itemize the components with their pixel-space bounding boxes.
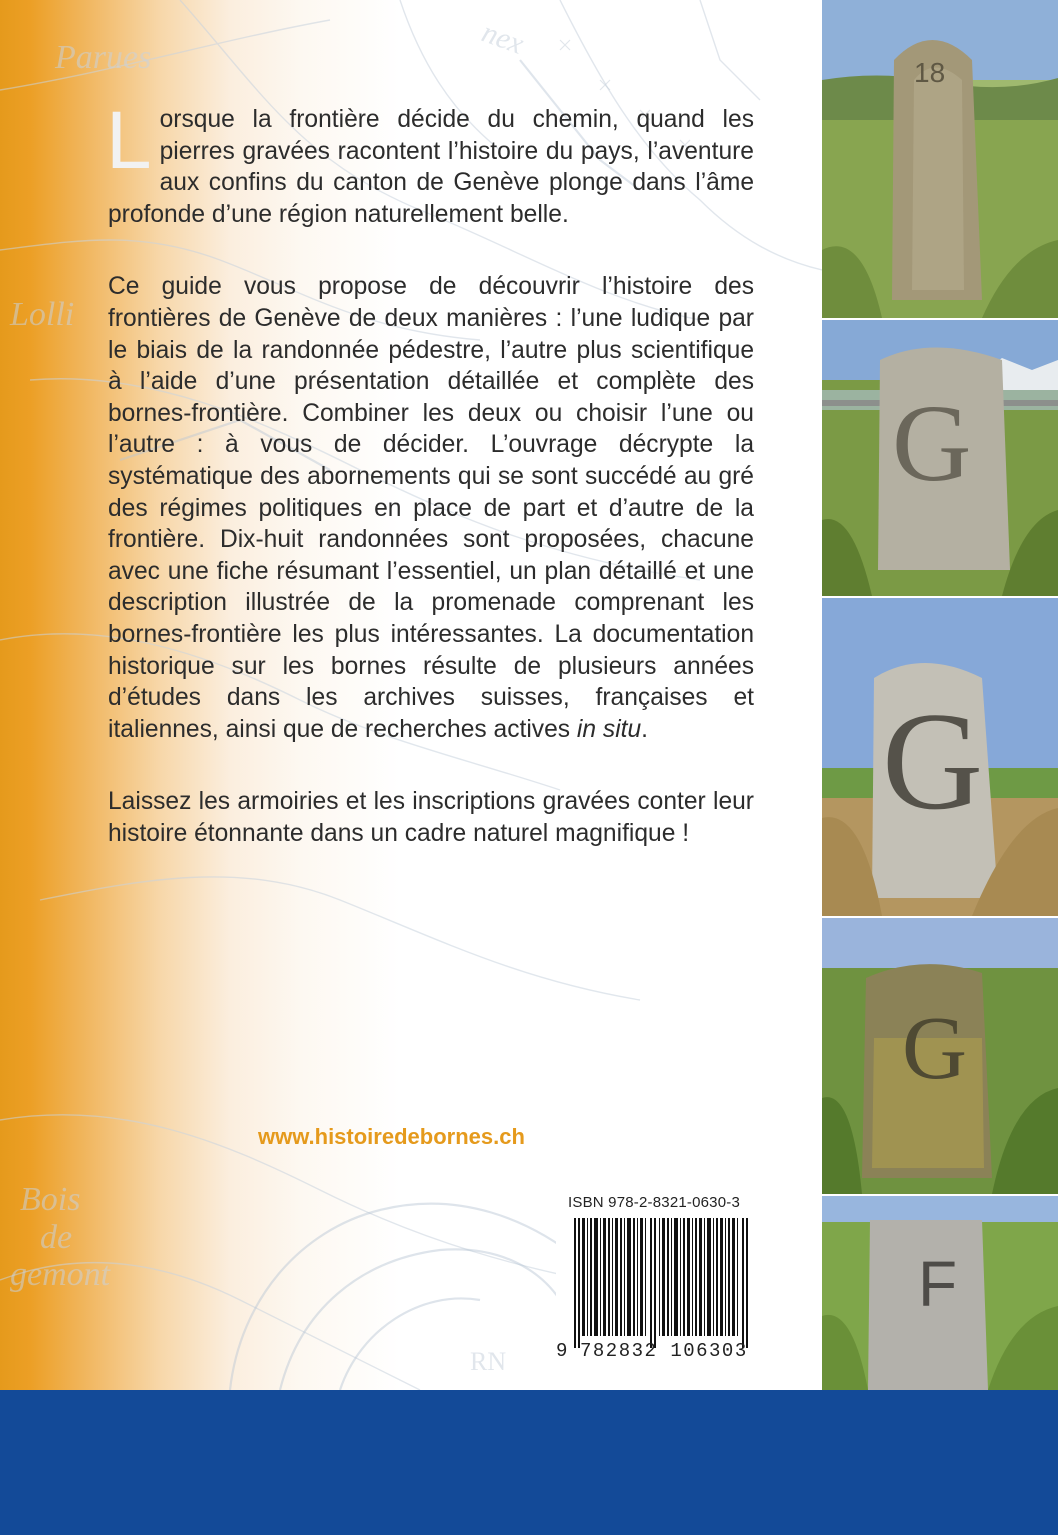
- website-link[interactable]: www.histoiredebornes.ch: [258, 1124, 525, 1149]
- paragraph-1-text: orsque la frontière décide du chemin, quand les pierres gravées racontent l’histoire du pays, l’aventure aux confins du canton de Genève plonge dans l’âme profonde d’une région naturellement belle.: [108, 106, 754, 228]
- map-label-lolli: Lolli: [10, 296, 75, 333]
- photo-border-stone-5: [822, 1196, 1058, 1390]
- stone-mark-1: 18: [914, 57, 946, 88]
- isbn-number-lead: 9: [556, 1340, 568, 1362]
- paragraph-2-end: .: [641, 715, 649, 743]
- paragraph-2-italic: in situ: [576, 715, 642, 743]
- isbn-label: ISBN 978-2-8321-0630-3: [568, 1194, 741, 1211]
- map-label-bois: Bois: [20, 1181, 81, 1218]
- map-label-parues: Parues: [55, 39, 152, 76]
- photo-border-stone-4: [822, 918, 1058, 1194]
- isbn-barcode: [556, 1186, 758, 1376]
- bottom-color-band: [0, 1390, 1058, 1535]
- blurb-paragraph-3: Laissez les armoiries et les inscriptions gravées conter leur histoire étonnante dans un cadre naturel magnifique !: [108, 788, 754, 847]
- blurb-paragraph-1: [106, 95, 754, 230]
- stone-mark-3: G: [882, 684, 984, 839]
- stone-mark-5: F: [918, 1248, 958, 1320]
- drop-cap: L: [106, 95, 152, 186]
- blurb-paragraph-2: [108, 271, 754, 745]
- map-label-nex: nex: [477, 15, 529, 61]
- blurb-text: [106, 95, 754, 890]
- photo-column: [822, 0, 1058, 1390]
- photo-border-stone-2: [822, 320, 1058, 596]
- map-label-gemont: gemont: [10, 1256, 111, 1293]
- paragraph-2-text: Ce guide vous propose de découvrir l’histoire des frontières de Genève de deux manières : l’une ludique par le biais de la randonnée pédestre, l’autre plus scientifique à l’aide d’une présentation détaillée et complète des bornes-frontière. Combiner les deux ou choisir l’une ou l’autre : à vous de décider. L’ouvrage décrypte la systématique des abornements qui se sont succédé au gré des régimes politiques en place de part et d’autre de la frontière. Dix-huit randonnées sont proposées, chacune avec une fiche résumant l’essentiel, un plan détaillé et une description illustrée de la promenade comprenant les bornes-frontière les plus intéressantes. La documentation historique sur les bornes résulte de plusieurs années d’études dans les archives suisses, françaises et italiennes, ainsi que de recherches actives: [108, 273, 754, 743]
- stone-mark-4: G: [902, 999, 967, 1098]
- stone-mark-2: G: [892, 382, 972, 504]
- photo-border-stone-1: [822, 0, 1058, 318]
- isbn-number-rest: 782832 106303: [580, 1340, 748, 1362]
- map-label-road: RN: [470, 1347, 507, 1376]
- photo-border-stone-3: [822, 598, 1058, 916]
- map-label-de: de: [40, 1219, 73, 1256]
